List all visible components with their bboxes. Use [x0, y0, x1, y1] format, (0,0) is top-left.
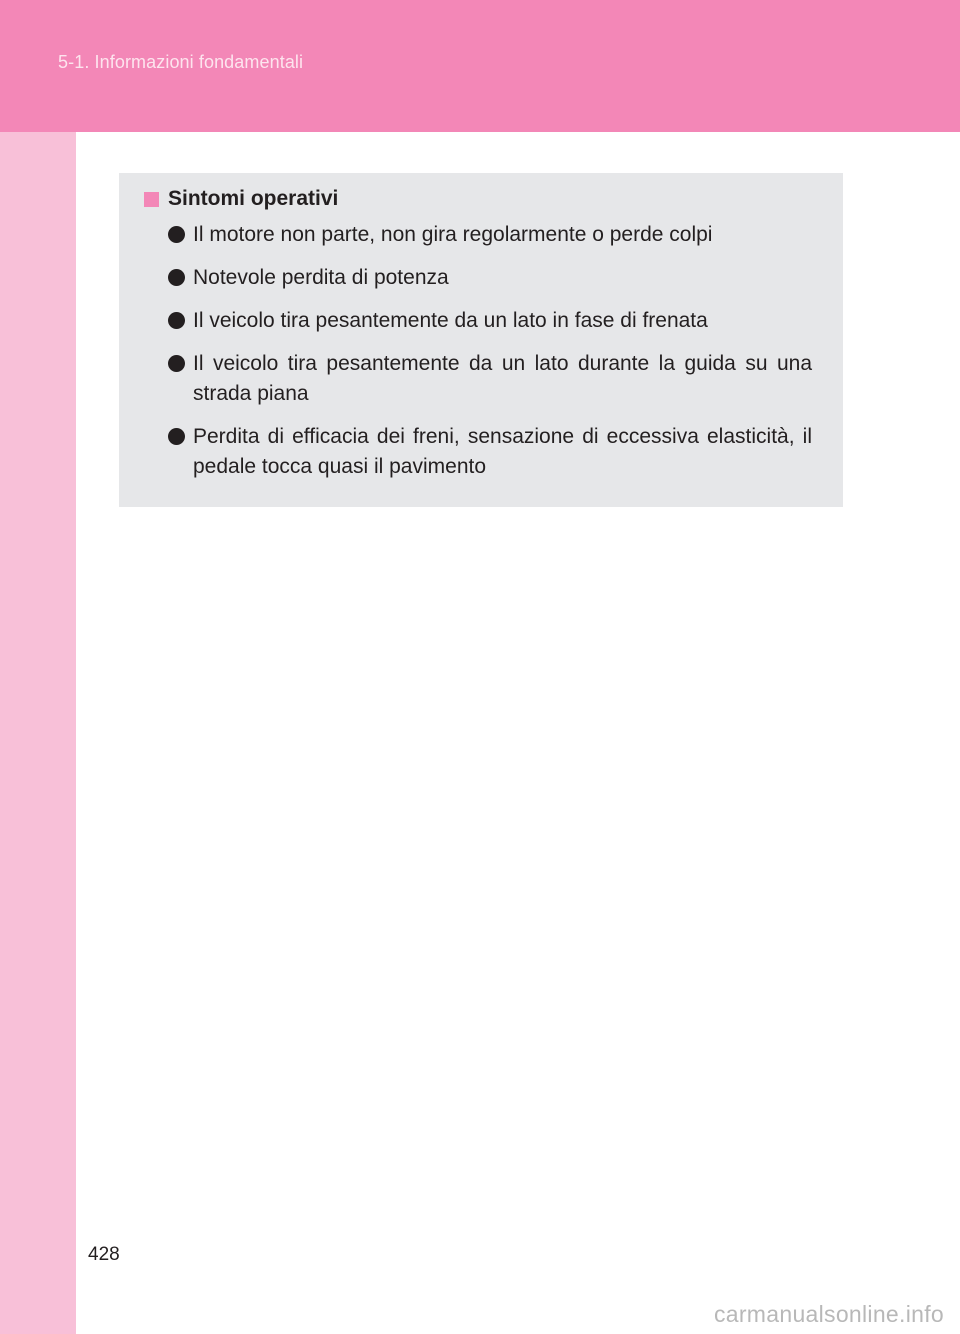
list-item-text: Il veicolo tira pesantemente da un lato durante la guida su una strada piana — [193, 352, 812, 405]
symptom-list — [168, 220, 812, 495]
list-item — [168, 349, 812, 409]
list-item-text: Perdita di efficacia dei freni, sensazione di eccessiva elasticità, il pedale tocca quasi il pavimento — [193, 425, 812, 478]
header-band — [0, 0, 960, 132]
pink-square-icon — [144, 192, 159, 207]
bullet-dot-icon — [168, 312, 185, 329]
side-strip — [0, 132, 76, 1334]
box-heading — [144, 187, 338, 211]
list-item — [168, 220, 812, 250]
list-item — [168, 422, 812, 482]
bullet-dot-icon — [168, 428, 185, 445]
section-title: 5-1. Informazioni fondamentali — [58, 52, 304, 72]
list-item-text: Notevole perdita di potenza — [193, 266, 449, 289]
watermark: carmanualsonline.info — [713, 1301, 944, 1327]
list-item-text: Il motore non parte, non gira regolarmente o perde colpi — [193, 223, 713, 246]
bullet-dot-icon — [168, 269, 185, 286]
list-item — [168, 306, 812, 336]
symptoms-box — [119, 173, 843, 507]
page-number: 428 — [88, 1244, 120, 1265]
list-item — [168, 263, 812, 293]
bullet-dot-icon — [168, 226, 185, 243]
bullet-dot-icon — [168, 355, 185, 372]
list-item-text: Il veicolo tira pesantemente da un lato in fase di frenata — [193, 309, 708, 332]
box-heading-text: Sintomi operativi — [168, 187, 339, 210]
